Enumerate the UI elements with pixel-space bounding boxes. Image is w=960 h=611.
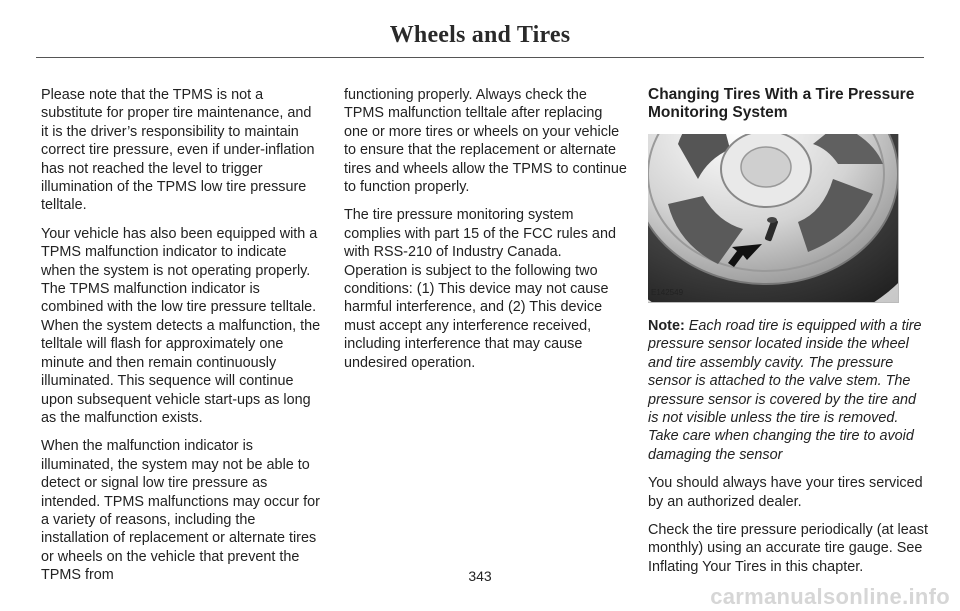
paragraph: Your vehicle has also been equipped with a TPMS malfunction indicator to indicate when the system is not operating properly. The TPMS malfunction indicator is combined with the low tire pressure telltale. When the system detects a malfunction, the telltale will flash for approximately one minute and then remain continuously illuminated. This sequence will continue upon subsequent vehicle start-ups as long as the malfunction exists.: [41, 225, 321, 426]
note-label: Note:: [648, 318, 685, 334]
paragraph: Please note that the TPMS is not a substitute for proper tire maintenance, and it is the driver’s responsibility to maintain correct tire pressure, even if under-inflation has not reached the level to trigger illumination of the TPMS low tire pressure telltale.: [41, 87, 315, 214]
column-right: [648, 86, 930, 586]
page-number: 343: [468, 568, 492, 584]
watermark: carmanualsonline.info: [710, 584, 950, 609]
page-title: Wheels and Tires: [389, 22, 571, 48]
figure-code: E142549: [651, 287, 684, 297]
paragraph: You should always have your tires serviced by an authorized dealer.: [648, 475, 923, 510]
column-middle: [344, 86, 627, 382]
paragraph: functioning properly. Always check the TPMS malfunction telltale after replacing one or more tires or wheels on your vehicle to ensure that the replacement or alternate tires and wheels allow the TPMS to continue to function properly.: [344, 87, 627, 196]
paragraph: The tire pressure monitoring system complies with part 15 of the FCC rules and with RSS-210 of Industry Canada. Operation is subject to the following two conditions: (1) This device may not cause harmful interference, and (2) This device must accept any interference received, including interference that may cause undesired operation.: [344, 207, 616, 371]
wheel-illustration-svg: [648, 134, 898, 302]
note-text: Each road tire is equipped with a tire pressure sensor located inside the wheel and tire assembly cavity. The pressure sensor is attached to the valve stem. The pressure sensor is covered by the tire and is not visible unless the tire is removed. Take care when changing the tire to avoid damaging the sensor: [648, 318, 922, 463]
section-heading: Changing Tires With a Tire Pressure Monitoring System: [648, 86, 915, 121]
paragraph: When the malfunction indicator is illuminated, the system may not be able to detect or signal low tire pressure as intended. TPMS malfunctions may occur for a variety of reasons, including the installation of replacement or alternate tires or wheels on the vehicle that prevent the TPMS from: [41, 438, 320, 584]
column-left: [41, 86, 321, 595]
paragraph: Check the tire pressure periodically (at least monthly) using an accurate tire gauge. See Inflating Your Tires in this chapter.: [648, 522, 928, 575]
note: [648, 317, 930, 464]
tire-valve-illustration: [648, 134, 899, 303]
title-divider: [36, 57, 924, 58]
